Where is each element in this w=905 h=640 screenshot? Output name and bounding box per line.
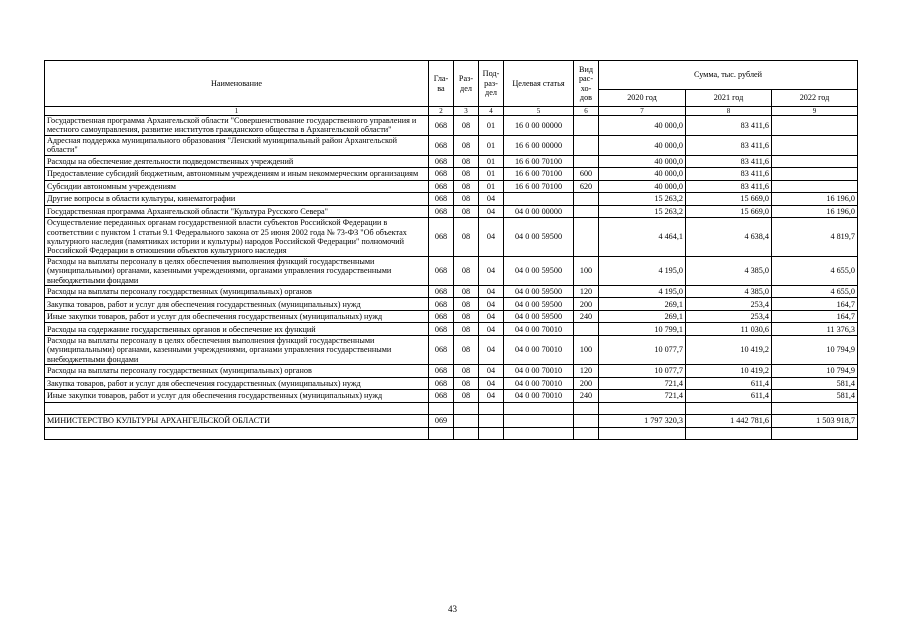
empty-cell [504, 427, 574, 440]
cell-glava: 068 [429, 205, 454, 218]
cell-2022: 16 196,0 [772, 205, 858, 218]
cell-razdel: 08 [454, 180, 479, 193]
cell-2021: 10 419,2 [686, 365, 772, 378]
cell-glava: 068 [429, 285, 454, 298]
cell-target: 04 0 00 70010 [504, 365, 574, 378]
cell-vid: 200 [574, 298, 599, 311]
table-row [45, 377, 858, 390]
cell-podrazdel: 01 [479, 155, 504, 168]
empty-cell [45, 427, 429, 440]
cell-2022 [772, 155, 858, 168]
cell-target: 04 0 00 70010 [504, 323, 574, 336]
cell-vid [574, 193, 599, 206]
cell-glava: 068 [429, 256, 454, 285]
empty-cell [686, 402, 772, 415]
cell-2020: 269,1 [599, 298, 686, 311]
cell-2022 [772, 180, 858, 193]
cell-glava: 068 [429, 155, 454, 168]
cell-2022: 10 794,9 [772, 335, 858, 364]
empty-cell [574, 415, 599, 428]
column-number: 3 [454, 107, 479, 116]
cell-name: Предоставление субсидий бюджетным, автономным учреждениям и иным некоммерческим организациям [45, 168, 429, 181]
column-number: 1 [45, 107, 429, 116]
table-row [45, 205, 858, 218]
cell-2020: 4 195,0 [599, 256, 686, 285]
cell-vid [574, 205, 599, 218]
empty-cell [599, 427, 686, 440]
cell-razdel: 08 [454, 218, 479, 257]
header-podrazdel: Под-раз-дел [479, 61, 504, 107]
cell-2021: 4 385,0 [686, 256, 772, 285]
cell-2020: 10 799,1 [599, 323, 686, 336]
cell-razdel: 08 [454, 285, 479, 298]
cell-2021: 83 411,6 [686, 155, 772, 168]
cell-2022: 11 376,3 [772, 323, 858, 336]
cell-glava: 068 [429, 168, 454, 181]
cell-name: Расходы на содержание государственных органов и обеспечение их функций [45, 323, 429, 336]
spacer-row [45, 402, 858, 415]
cell-vid: 120 [574, 285, 599, 298]
page-number: 43 [448, 604, 457, 614]
cell-podrazdel: 04 [479, 256, 504, 285]
empty-cell [479, 427, 504, 440]
cell-podrazdel: 01 [479, 168, 504, 181]
cell-podrazdel: 04 [479, 365, 504, 378]
table-row [45, 168, 858, 181]
cell-name: Иные закупки товаров, работ и услуг для обеспечения государственных (муниципальных) нужд [45, 390, 429, 403]
table-row [45, 298, 858, 311]
cell-glava: 068 [429, 335, 454, 364]
empty-cell [686, 427, 772, 440]
empty-cell [45, 402, 429, 415]
cell-2022: 10 794,9 [772, 365, 858, 378]
cell-2022: 581,4 [772, 390, 858, 403]
cell-vid: 200 [574, 377, 599, 390]
total-glava: 069 [429, 415, 454, 428]
cell-2020: 40 000,0 [599, 180, 686, 193]
cell-podrazdel: 04 [479, 335, 504, 364]
total-name: МИНИСТЕРСТВО КУЛЬТУРЫ АРХАНГЕЛЬСКОЙ ОБЛАСТИ [45, 415, 429, 428]
cell-target: 16 0 00 00000 [504, 116, 574, 136]
cell-glava: 068 [429, 180, 454, 193]
cell-vid [574, 155, 599, 168]
empty-cell [772, 427, 858, 440]
cell-target: 04 0 00 70010 [504, 390, 574, 403]
empty-cell [504, 415, 574, 428]
table-row [45, 155, 858, 168]
cell-podrazdel: 04 [479, 205, 504, 218]
cell-2021: 4 638,4 [686, 218, 772, 257]
cell-2020: 4 464,1 [599, 218, 686, 257]
cell-name: Осуществление переданных органам государственной власти субъектов Российской Федерации в соответствии с пунктом 1 статьи 9.1 Федерального закона от 25 июня 2002 года № 73-ФЗ "Об объектах культурного наследия (памятниках истории и культуры) народов Российской Федерации" полномочий Российской Федерации в отношении объектов культурного наследия [45, 218, 429, 257]
empty-cell [479, 402, 504, 415]
table-row [45, 135, 858, 155]
empty-cell [429, 427, 454, 440]
cell-glava: 068 [429, 135, 454, 155]
header-vid: Вид рас-хо-дов [574, 61, 599, 107]
empty-cell [429, 402, 454, 415]
total-row [45, 415, 858, 428]
cell-razdel: 08 [454, 205, 479, 218]
cell-2021: 10 419,2 [686, 335, 772, 364]
table-header [45, 61, 858, 116]
cell-name: Субсидии автономным учреждениям [45, 180, 429, 193]
cell-2020: 15 263,2 [599, 193, 686, 206]
column-number: 5 [504, 107, 574, 116]
table-body [45, 116, 858, 440]
cell-razdel: 08 [454, 310, 479, 323]
cell-name: Расходы на обеспечение деятельности подведомственных учреждений [45, 155, 429, 168]
header-sum: Сумма, тыс. рублей [599, 61, 858, 90]
cell-target: 16 6 00 00000 [504, 135, 574, 155]
cell-2021: 4 385,0 [686, 285, 772, 298]
cell-vid [574, 116, 599, 136]
table-row [45, 390, 858, 403]
cell-name: Государственная программа Архангельской области "Культура Русского Севера" [45, 205, 429, 218]
cell-name: Закупка товаров, работ и услуг для обеспечения государственных (муниципальных) нужд [45, 377, 429, 390]
cell-vid [574, 135, 599, 155]
cell-glava: 068 [429, 390, 454, 403]
cell-target: 04 0 00 70010 [504, 335, 574, 364]
cell-name: Государственная программа Архангельской области "Совершенствование государственного управления и местного самоуправления, развитие институтов гражданского общества в Архангельской области" [45, 116, 429, 136]
cell-razdel: 08 [454, 390, 479, 403]
cell-2020: 40 000,0 [599, 116, 686, 136]
table-row [45, 285, 858, 298]
cell-name: Адресная поддержка муниципального образования "Ленский муниципальный район Архангельской области" [45, 135, 429, 155]
table-row [45, 116, 858, 136]
cell-vid: 620 [574, 180, 599, 193]
cell-2022 [772, 116, 858, 136]
cell-target: 16 6 00 70100 [504, 168, 574, 181]
budget-table [44, 60, 858, 440]
cell-glava: 068 [429, 365, 454, 378]
cell-name: Иные закупки товаров, работ и услуг для обеспечения государственных (муниципальных) нужд [45, 310, 429, 323]
cell-target: 04 0 00 70010 [504, 377, 574, 390]
column-numbers-row [45, 107, 858, 116]
table-row [45, 335, 858, 364]
cell-2021: 11 030,6 [686, 323, 772, 336]
cell-name: Закупка товаров, работ и услуг для обеспечения государственных (муниципальных) нужд [45, 298, 429, 311]
cell-vid [574, 323, 599, 336]
cell-vid [574, 218, 599, 257]
empty-cell [454, 402, 479, 415]
header-target: Целевая статья [504, 61, 574, 107]
cell-glava: 068 [429, 377, 454, 390]
cell-2020: 269,1 [599, 310, 686, 323]
cell-podrazdel: 04 [479, 310, 504, 323]
cell-podrazdel: 04 [479, 298, 504, 311]
cell-2021: 611,4 [686, 377, 772, 390]
table-row [45, 180, 858, 193]
table-row [45, 310, 858, 323]
cell-podrazdel: 04 [479, 390, 504, 403]
cell-name: Расходы на выплаты персоналу в целях обеспечения выполнения функций государственными (муниципальными) органами, казенными учреждениями, органами управления государственными внебюджетными фондами [45, 335, 429, 364]
column-number: 7 [599, 107, 686, 116]
cell-2020: 4 195,0 [599, 285, 686, 298]
cell-razdel: 08 [454, 377, 479, 390]
cell-2020: 15 263,2 [599, 205, 686, 218]
table-row [45, 323, 858, 336]
header-year-2020: 2020 год [599, 90, 686, 107]
cell-2022: 164,7 [772, 298, 858, 311]
cell-name: Другие вопросы в области культуры, кинематографии [45, 193, 429, 206]
column-number: 2 [429, 107, 454, 116]
cell-vid: 240 [574, 310, 599, 323]
cell-razdel: 08 [454, 256, 479, 285]
cell-2022: 164,7 [772, 310, 858, 323]
cell-2022: 4 819,7 [772, 218, 858, 257]
cell-name: Расходы на выплаты персоналу в целях обеспечения выполнения функций государственными (муниципальными) органами, казенными учреждениями, органами управления государственными внебюджетными фондами [45, 256, 429, 285]
cell-2021: 611,4 [686, 390, 772, 403]
cell-vid: 100 [574, 256, 599, 285]
cell-vid: 100 [574, 335, 599, 364]
cell-2022: 581,4 [772, 377, 858, 390]
cell-glava: 068 [429, 310, 454, 323]
cell-podrazdel: 01 [479, 116, 504, 136]
cell-target: 04 0 00 59500 [504, 310, 574, 323]
empty-cell [574, 402, 599, 415]
empty-cell [504, 402, 574, 415]
cell-razdel: 08 [454, 335, 479, 364]
cell-2022 [772, 168, 858, 181]
header-year-2022: 2022 год [772, 90, 858, 107]
total-2020: 1 797 320,3 [599, 415, 686, 428]
cell-glava: 068 [429, 218, 454, 257]
column-number: 6 [574, 107, 599, 116]
cell-target [504, 193, 574, 206]
total-2022: 1 503 918,7 [772, 415, 858, 428]
cell-name: Расходы на выплаты персоналу государственных (муниципальных) органов [45, 285, 429, 298]
cell-vid: 240 [574, 390, 599, 403]
cell-razdel: 08 [454, 298, 479, 311]
cell-vid: 600 [574, 168, 599, 181]
cell-razdel: 08 [454, 323, 479, 336]
table-row [45, 365, 858, 378]
cell-2020: 721,4 [599, 377, 686, 390]
cell-2020: 40 000,0 [599, 155, 686, 168]
empty-cell [454, 427, 479, 440]
cell-target: 16 6 00 70100 [504, 155, 574, 168]
cell-2021: 15 669,0 [686, 205, 772, 218]
total-2021: 1 442 781,6 [686, 415, 772, 428]
cell-razdel: 08 [454, 155, 479, 168]
empty-cell [454, 415, 479, 428]
empty-cell [479, 415, 504, 428]
cell-razdel: 08 [454, 193, 479, 206]
header-name: Наименование [45, 61, 429, 107]
cell-2020: 10 077,7 [599, 365, 686, 378]
cell-glava: 068 [429, 193, 454, 206]
cell-podrazdel: 04 [479, 285, 504, 298]
cell-podrazdel: 04 [479, 193, 504, 206]
cell-razdel: 08 [454, 135, 479, 155]
table-row [45, 218, 858, 257]
table-row [45, 256, 858, 285]
cell-2020: 721,4 [599, 390, 686, 403]
cell-podrazdel: 01 [479, 135, 504, 155]
cell-podrazdel: 04 [479, 218, 504, 257]
cell-target: 04 0 00 59500 [504, 256, 574, 285]
cell-glava: 068 [429, 298, 454, 311]
cell-razdel: 08 [454, 365, 479, 378]
cell-2022 [772, 135, 858, 155]
cell-glava: 068 [429, 116, 454, 136]
header-year-2021: 2021 год [686, 90, 772, 107]
column-number: 9 [772, 107, 858, 116]
cell-2021: 253,4 [686, 310, 772, 323]
column-number: 4 [479, 107, 504, 116]
cell-2022: 4 655,0 [772, 256, 858, 285]
header-razdel: Раз-дел [454, 61, 479, 107]
empty-cell [772, 402, 858, 415]
cell-target: 16 6 00 70100 [504, 180, 574, 193]
cell-2020: 10 077,7 [599, 335, 686, 364]
spacer-row [45, 427, 858, 440]
empty-cell [599, 402, 686, 415]
cell-target: 04 0 00 59500 [504, 218, 574, 257]
cell-2021: 253,4 [686, 298, 772, 311]
cell-podrazdel: 04 [479, 377, 504, 390]
cell-glava: 068 [429, 323, 454, 336]
cell-2021: 15 669,0 [686, 193, 772, 206]
header-glava: Гла-ва [429, 61, 454, 107]
cell-2020: 40 000,0 [599, 135, 686, 155]
cell-2021: 83 411,6 [686, 180, 772, 193]
cell-podrazdel: 01 [479, 180, 504, 193]
column-number: 8 [686, 107, 772, 116]
cell-razdel: 08 [454, 168, 479, 181]
cell-target: 04 0 00 59500 [504, 285, 574, 298]
empty-cell [574, 427, 599, 440]
cell-2020: 40 000,0 [599, 168, 686, 181]
cell-podrazdel: 04 [479, 323, 504, 336]
cell-target: 04 0 00 00000 [504, 205, 574, 218]
cell-2022: 16 196,0 [772, 193, 858, 206]
cell-2021: 83 411,6 [686, 168, 772, 181]
cell-vid: 120 [574, 365, 599, 378]
cell-2021: 83 411,6 [686, 135, 772, 155]
cell-target: 04 0 00 59500 [504, 298, 574, 311]
table-row [45, 193, 858, 206]
cell-razdel: 08 [454, 116, 479, 136]
cell-name: Расходы на выплаты персоналу государственных (муниципальных) органов [45, 365, 429, 378]
cell-2022: 4 655,0 [772, 285, 858, 298]
cell-2021: 83 411,6 [686, 116, 772, 136]
